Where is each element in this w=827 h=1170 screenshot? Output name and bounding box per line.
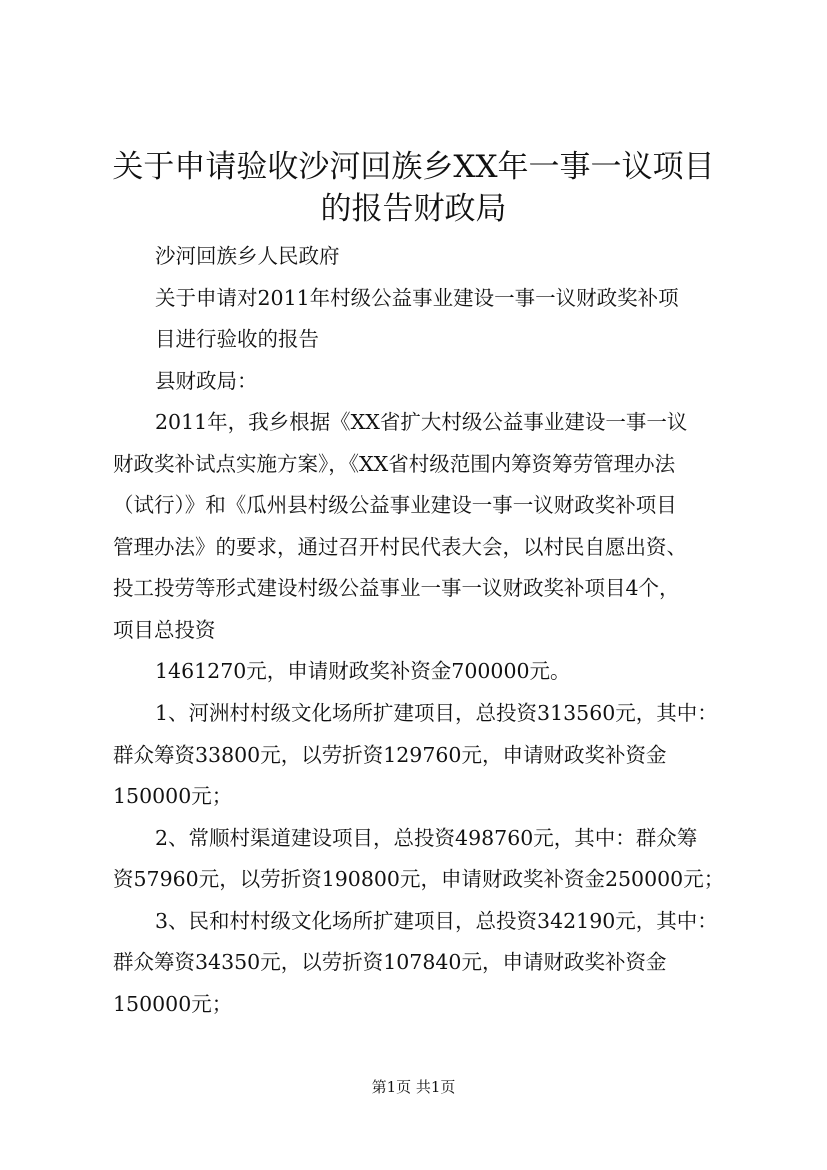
subject-line-1: 关于申请对2011年村级公益事业建设一事一议财政奖补项 [155,286,679,310]
body-line: （试行）》和《瓜州县村级公益事业建设一事一议财政奖补项目 [113,493,677,517]
body-line: 财政奖补试点实施方案》，《XX省村级范围内筹资筹劳管理办法 [113,452,676,476]
total-amount-line: 1461270元，申请财政奖补资金700000元。 [155,659,571,683]
page-footer: 第1页 共1页 [371,1078,456,1096]
document-title-line-1: 关于申请验收沙河回族乡XX年一事一议项目 [112,149,715,185]
project-1-line: 150000元； [113,784,233,808]
project-2-line: 资57960元，以劳折资190800元，申请财政奖补资金250000元； [113,867,725,891]
project-3-line: 150000元； [113,992,233,1016]
project-2-line: 2、常顺村渠道建设项目，总投资498760元，其中：群众筹 [155,826,698,850]
project-3-line: 3、民和村村级文化场所扩建项目，总投资342190元，其中： [155,909,718,933]
project-1-line: 群众筹资33800元，以劳折资129760元，申请财政奖补资金 [113,743,667,767]
document-title-line-2: 的报告财政局 [320,191,507,227]
body-line: 项目总投资 [113,618,216,642]
sender-line: 沙河回族乡人民政府 [155,244,340,268]
subject-line-2: 目进行验收的报告 [155,327,319,351]
body-line: 管理办法》的要求，通过召开村民代表大会，以村民自愿出资、 [113,535,687,559]
body-line: 2011年，我乡根据《XX省扩大村级公益事业建设一事一议 [155,410,688,434]
project-1-line: 1、河洲村村级文化场所扩建项目，总投资313560元，其中： [155,701,718,725]
body-line: 投工投劳等形式建设村级公益事业一事一议财政奖补项目4个， [113,576,680,600]
project-3-line: 群众筹资34350元，以劳折资107840元，申请财政奖补资金 [113,950,667,974]
recipient-line: 县财政局： [155,369,258,393]
